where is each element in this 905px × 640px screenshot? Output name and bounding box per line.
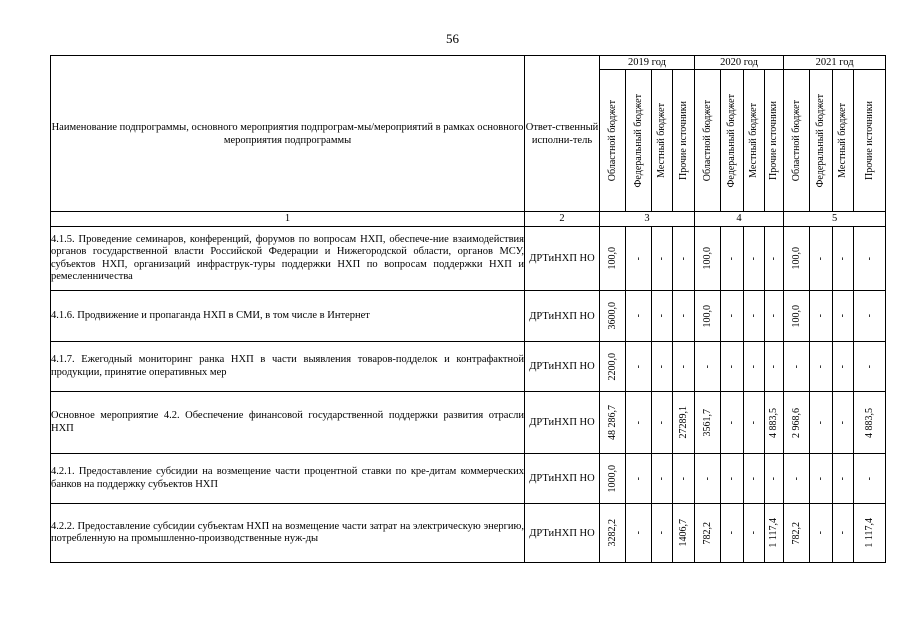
table-row [51,342,886,392]
value-cell-federal-2021: - [810,504,833,563]
source-header-other-2021: Прочие источники [854,70,886,212]
page-number: 56 [446,31,459,46]
table-row [51,504,886,563]
value-cell-regional-2020: 100,0 [695,291,721,342]
value-cell-regional-2019: 3282,2 [600,504,626,563]
value-cell-regional-2020: 100,0 [695,227,721,291]
value-cell-regional-2020: 782,2 [695,504,721,563]
value-cell-local-2019: - [652,392,673,454]
source-header-regional-2020: Областной бюджет [695,70,721,212]
executor-cell: ДРТиНХП НО [525,504,600,563]
value-cell-federal-2019: - [626,342,652,392]
value-cell-local-2021: - [833,504,854,563]
value-cell-local-2019: - [652,454,673,504]
activity-name: 4.2.2. Предоставление субсидии субъектам НХП на возмещение части затрат на электрическую энергию, потребленную на промышленно-производственные нуж-ды [51,504,525,563]
value-cell-regional-2019: 3600,0 [600,291,626,342]
value-cell-federal-2019: - [626,454,652,504]
value-cell-local-2021: - [833,291,854,342]
value-cell-federal-2021: - [810,454,833,504]
value-cell-other-2020: 1 117,4 [765,504,784,563]
executor-cell: ДРТиНХП НО [525,291,600,342]
activity-name: 4.1.7. Ежегодный мониторинг ранка НХП в части выявления товаров-подделок и контрафактной продукции, принятие оперативных мер [51,342,525,392]
value-cell-regional-2020: 3561,7 [695,392,721,454]
table-row [51,291,886,342]
value-cell-local-2021: - [833,454,854,504]
value-cell-regional-2021: 100,0 [784,291,810,342]
activity-name: 4.1.6. Продвижение и пропаганда НХП в СМИ, в том числе в Интернет [51,291,525,342]
year-2021-header: 2021 год [784,56,886,70]
value-cell-local-2020: - [744,454,765,504]
value-cell-federal-2019: - [626,291,652,342]
source-header-federal-2020: Федеральный бюджет [721,70,744,212]
column-number: 4 [695,212,784,227]
source-header-other-2020: Прочие источники [765,70,784,212]
table-row [51,454,886,504]
value-cell-other-2020: - [765,227,784,291]
activity-name: 4.2.1. Предоставление субсидии на возмещение части процентной ставки по кре-дитам коммерческих банков на поддержку субъектов НХП [51,454,525,504]
value-cell-federal-2019: - [626,227,652,291]
activity-name: 4.1.5. Проведение семинаров, конференций, форумов по вопросам НХП, обеспече-ние взаимодействия органов государственной власти Российской Федерации и Нижегородской области, органов МСУ, субъектов НХП, организаций инфраструк-туры поддержки НХП по вопросам поддержки НХП и ремесленничества [51,227,525,291]
table-row [51,392,886,454]
value-cell-regional-2019: 100,0 [600,227,626,291]
column-number: 5 [784,212,886,227]
executor-cell: ДРТиНХП НО [525,392,600,454]
column-number: 1 [51,212,525,227]
value-cell-other-2019: - [673,291,695,342]
value-cell-local-2020: - [744,504,765,563]
source-header-local-2020: Местный бюджет [744,70,765,212]
column-number: 3 [600,212,695,227]
executor-cell: ДРТиНХП НО [525,342,600,392]
value-cell-local-2021: - [833,392,854,454]
value-cell-other-2021: 4 883,5 [854,392,886,454]
value-cell-local-2021: - [833,227,854,291]
activity-name: Основное мероприятие 4.2. Обеспечение финансовой государственной поддержки развития отрасли НХП [51,392,525,454]
value-cell-local-2019: - [652,227,673,291]
value-cell-other-2020: 4 883,5 [765,392,784,454]
executor-cell: ДРТиНХП НО [525,227,600,291]
value-cell-federal-2021: - [810,227,833,291]
name-column-header: Наименование подпрограммы, основного мероприятия подпрограм-мы/мероприятий в рамках основного мероприятия подпрограммы [51,56,525,212]
value-cell-local-2019: - [652,342,673,392]
source-header-federal-2019: Федеральный бюджет [626,70,652,212]
column-number: 2 [525,212,600,227]
value-cell-regional-2021: 2 968,6 [784,392,810,454]
value-cell-other-2019: - [673,454,695,504]
value-cell-federal-2021: - [810,392,833,454]
budget-table [50,55,886,563]
value-cell-other-2020: - [765,454,784,504]
source-header-regional-2021: Областной бюджет [784,70,810,212]
value-cell-regional-2021: 100,0 [784,227,810,291]
source-header-local-2021: Местный бюджет [833,70,854,212]
value-cell-local-2021: - [833,342,854,392]
year-2019-header: 2019 год [600,56,695,70]
value-cell-federal-2020: - [721,392,744,454]
value-cell-federal-2020: - [721,227,744,291]
value-cell-local-2020: - [744,392,765,454]
source-header-other-2019: Прочие источники [673,70,695,212]
source-header-regional-2019: Областной бюджет [600,70,626,212]
value-cell-other-2021: - [854,342,886,392]
value-cell-federal-2020: - [721,342,744,392]
value-cell-regional-2019: 1000,0 [600,454,626,504]
value-cell-local-2020: - [744,227,765,291]
value-cell-federal-2021: - [810,342,833,392]
value-cell-regional-2021: - [784,342,810,392]
value-cell-other-2020: - [765,291,784,342]
value-cell-federal-2020: - [721,504,744,563]
value-cell-other-2019: 1406,7 [673,504,695,563]
value-cell-regional-2020: - [695,454,721,504]
value-cell-federal-2020: - [721,291,744,342]
column-number-row [51,212,886,227]
value-cell-other-2020: - [765,342,784,392]
table-row [51,227,886,291]
value-cell-other-2019: 27289,1 [673,392,695,454]
value-cell-other-2021: - [854,454,886,504]
year-header-row [51,56,886,70]
value-cell-local-2020: - [744,342,765,392]
value-cell-local-2019: - [652,291,673,342]
value-cell-local-2019: - [652,504,673,563]
source-header-local-2019: Местный бюджет [652,70,673,212]
value-cell-regional-2021: 782,2 [784,504,810,563]
value-cell-regional-2021: - [784,454,810,504]
value-cell-federal-2020: - [721,454,744,504]
value-cell-federal-2021: - [810,291,833,342]
source-header-federal-2021: Федеральный бюджет [810,70,833,212]
executor-column-header: Ответ-ственный исполни-тель [525,56,600,212]
value-cell-other-2019: - [673,227,695,291]
value-cell-regional-2019: 48 286,7 [600,392,626,454]
value-cell-local-2020: - [744,291,765,342]
value-cell-other-2021: 1 117,4 [854,504,886,563]
executor-cell: ДРТиНХП НО [525,454,600,504]
value-cell-regional-2019: 2200,0 [600,342,626,392]
value-cell-other-2021: - [854,291,886,342]
value-cell-federal-2019: - [626,392,652,454]
year-2020-header: 2020 год [695,56,784,70]
value-cell-regional-2020: - [695,342,721,392]
value-cell-federal-2019: - [626,504,652,563]
value-cell-other-2021: - [854,227,886,291]
value-cell-other-2019: - [673,342,695,392]
